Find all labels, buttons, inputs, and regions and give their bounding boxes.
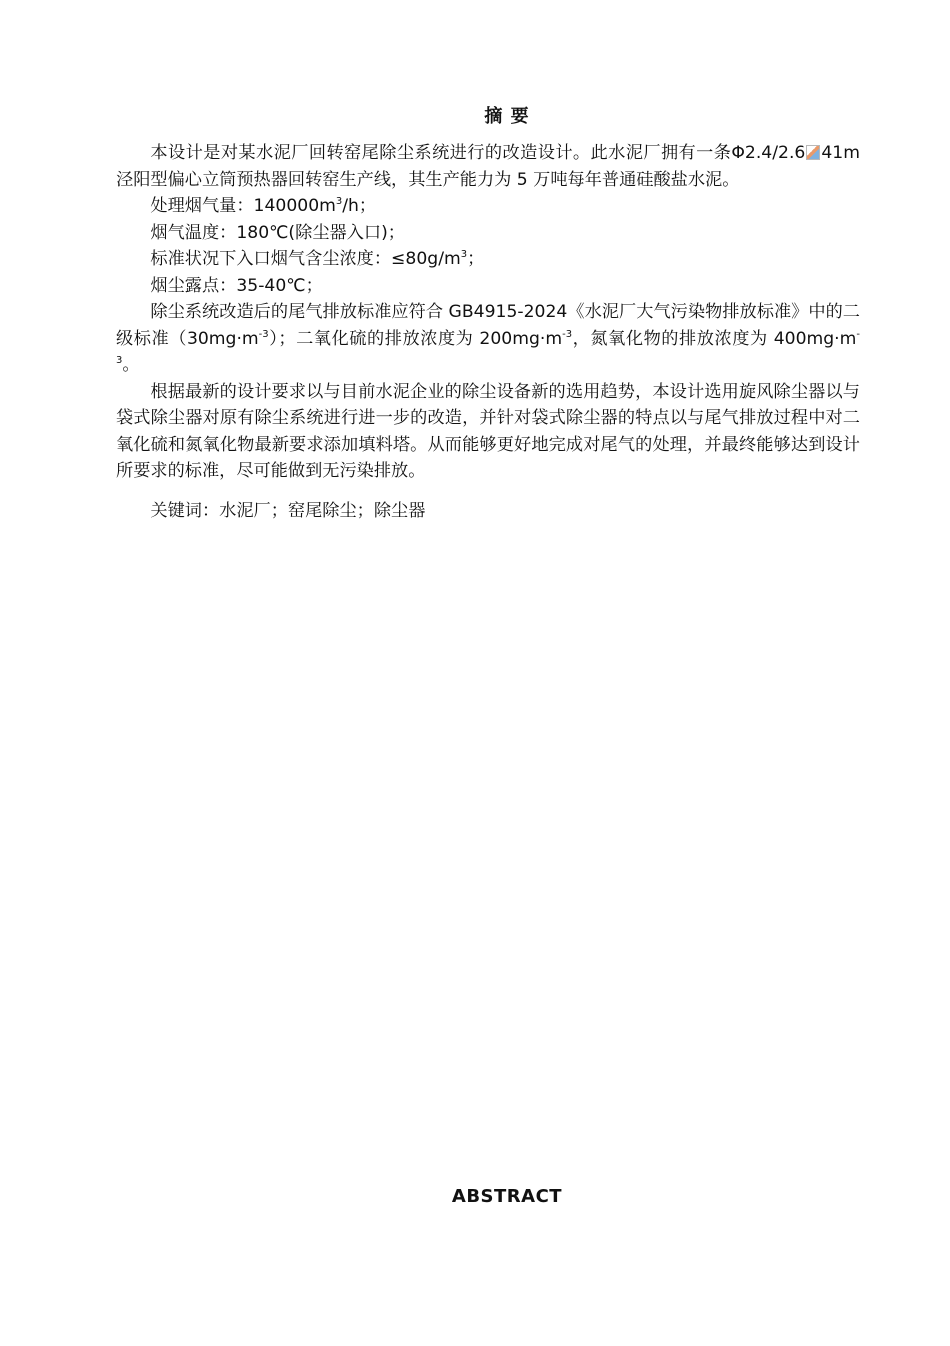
standard-superscript-2: -3: [562, 328, 573, 340]
dust-concentration-line: [116, 246, 860, 273]
standard-text-3: ，氮氧化物的排放浓度为 400mg·m: [572, 328, 857, 349]
chinese-abstract-title: 摘 要: [484, 106, 530, 127]
broken-image-icon: [806, 145, 820, 160]
dust-text: 标准状况下入口烟气含尘浓度：≤80g/m: [150, 249, 461, 269]
intro-text-part1: 本设计是对某水泥厂回转窑尾除尘系统进行的改造设计。此水泥厂拥有一条Φ2.4/2.6: [150, 143, 806, 163]
gas-volume-unit: /h；: [342, 196, 377, 216]
gas-volume-line: [116, 193, 860, 220]
dust-end: ；: [467, 249, 485, 269]
dew-point-line: 烟尘露点：35-40℃；: [150, 275, 323, 296]
gas-volume-text: 处理烟气量：140000m: [150, 196, 336, 216]
temperature-line: 烟气温度：180℃(除尘器入口)；: [150, 222, 405, 243]
intro-paragraph: [116, 140, 860, 193]
standard-superscript-3: -3: [116, 328, 860, 366]
design-paragraph: 根据最新的设计要求以与目前水泥企业的除尘设备新的选用趋势，本设计选用旋风除尘器以与袋式除尘器对原有除尘系统进行进一步的改造，并针对袋式除尘器的特点以与尾气排放过程中对二氧化硫和氮氧化物最新要求添加填料塔。从而能够更好地完成对尾气的处理，并最终能够达到设计所要求的标准，尽可能做到无污染排放。: [116, 381, 860, 481]
english-abstract-title: ABSTRACT: [451, 1186, 563, 1207]
chinese-abstract-body: [116, 140, 860, 524]
emission-standard-paragraph: [116, 299, 860, 379]
standard-text-2: ）；二氧化硫的排放浓度为 200mg·m: [268, 328, 563, 349]
intro-text-part2: 41m 泾阳型偏心立筒预热器回转窑生产线，其生产能力为 5 万吨每年普通硅酸盐水泥。: [116, 143, 860, 190]
standard-superscript-1: -3: [258, 328, 269, 340]
keywords-line: 关键词：水泥厂；窑尾除尘；除尘器: [150, 500, 426, 521]
standard-text-1: 除尘系统改造后的尾气排放标准应符合 GB4915-2024《水泥厂大气污染物排放标准》中的二级标准（30mg·m: [116, 302, 860, 349]
standard-text-4: 。: [122, 355, 140, 375]
dust-superscript: 3: [460, 249, 468, 260]
gas-volume-superscript: 3: [335, 196, 343, 207]
